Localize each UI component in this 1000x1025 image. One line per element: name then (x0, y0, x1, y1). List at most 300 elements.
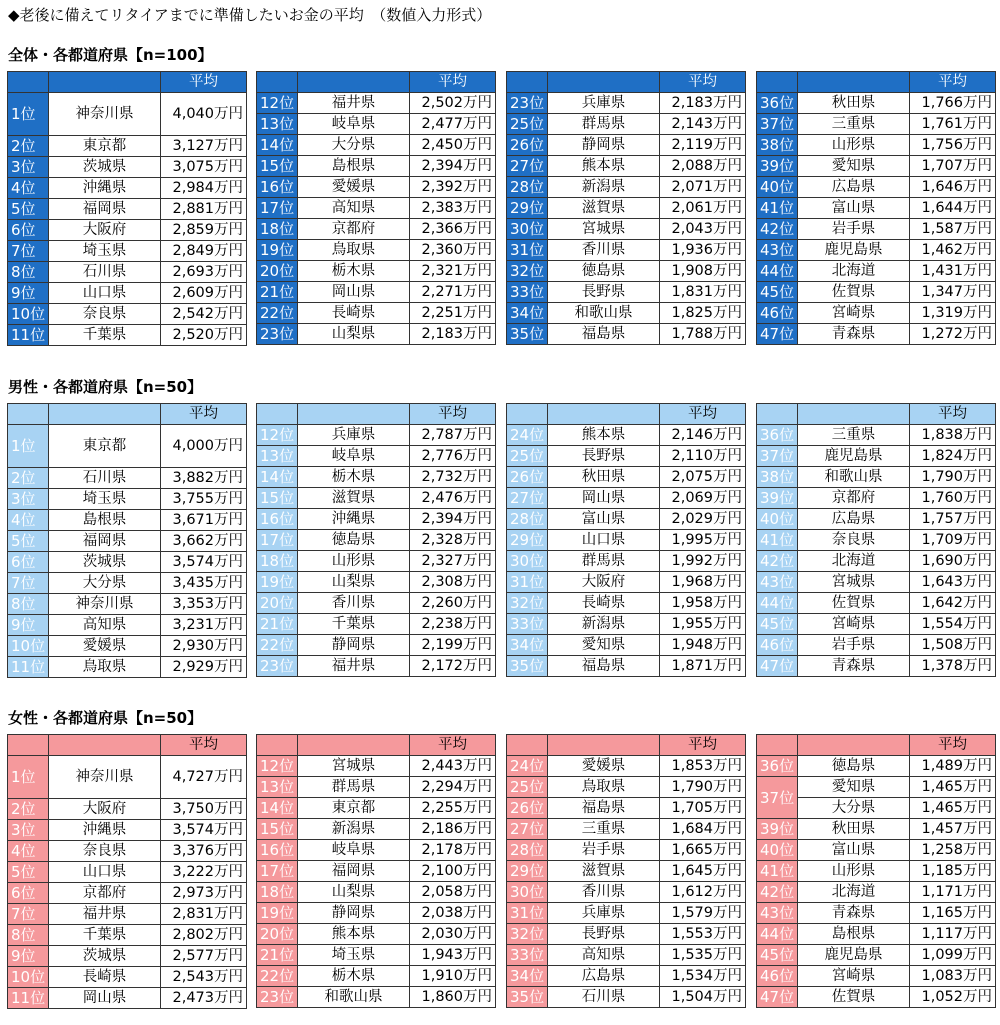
table-row (757, 303, 996, 324)
average-value-cell: 2,308万円 (410, 572, 496, 593)
average-value-cell: 1,083万円 (910, 966, 996, 987)
prefecture-cell: 神奈川県 (49, 756, 161, 799)
header-average-label: 平均 (410, 404, 496, 425)
prefecture-cell: 岐阜県 (298, 114, 410, 135)
prefecture-cell: 三重県 (548, 819, 660, 840)
table-row (757, 446, 996, 467)
prefecture-cell: 京都府 (298, 219, 410, 240)
prefecture-cell: 愛知県 (798, 777, 910, 798)
table-header-row (507, 72, 746, 93)
table-row (757, 924, 996, 945)
rank-cell: 3位 (8, 820, 49, 841)
average-value-cell: 3,075万円 (161, 157, 247, 178)
rank-cell: 9位 (8, 283, 49, 304)
rank-cell: 47位 (757, 987, 798, 1008)
rank-cell: 44位 (757, 261, 798, 282)
prefecture-cell: 和歌山県 (548, 303, 660, 324)
table-row (757, 93, 996, 114)
average-value-cell: 2,383万円 (410, 198, 496, 219)
prefecture-cell: 奈良県 (49, 304, 161, 325)
header-average-label: 平均 (660, 72, 746, 93)
rank-cell: 11位 (8, 325, 49, 346)
prefecture-cell: 山梨県 (298, 324, 410, 345)
rank-cell: 24位 (507, 425, 548, 446)
prefecture-cell: 山梨県 (298, 572, 410, 593)
rank-cell: 38位 (757, 467, 798, 488)
prefecture-cell: 大阪府 (548, 572, 660, 593)
rank-cell: 42位 (757, 551, 798, 572)
average-value-cell: 3,882万円 (161, 468, 247, 489)
table-header-row (8, 735, 247, 756)
rank-cell: 33位 (507, 945, 548, 966)
average-value-cell: 1,587万円 (910, 219, 996, 240)
prefecture-cell: 茨城県 (49, 157, 161, 178)
prefecture-cell: 北海道 (798, 551, 910, 572)
average-value-cell: 3,662万円 (161, 531, 247, 552)
average-value-cell: 1,535万円 (660, 945, 746, 966)
header-average-label: 平均 (161, 404, 247, 425)
table-row (257, 156, 496, 177)
rank-cell: 41位 (757, 530, 798, 551)
table-row (257, 798, 496, 819)
rank-cell: 10位 (8, 967, 49, 988)
rank-cell: 40位 (757, 509, 798, 530)
prefecture-cell: 福島県 (548, 798, 660, 819)
rank-cell: 16位 (257, 509, 298, 530)
average-value-cell: 1,790万円 (660, 777, 746, 798)
table-row (757, 530, 996, 551)
rank-cell: 35位 (507, 987, 548, 1008)
rank-cell: 4位 (8, 510, 49, 531)
table-row (507, 987, 746, 1008)
prefecture-cell: 栃木県 (298, 467, 410, 488)
prefecture-cell: 長野県 (548, 924, 660, 945)
average-value-cell: 1,554万円 (910, 614, 996, 635)
rank-cell: 13位 (257, 446, 298, 467)
table-row (507, 840, 746, 861)
prefecture-cell: 鳥取県 (298, 240, 410, 261)
prefecture-cell: 高知県 (548, 945, 660, 966)
average-value-cell: 3,376万円 (161, 841, 247, 862)
table-row (757, 219, 996, 240)
rank-cell: 24位 (507, 756, 548, 777)
table-row (757, 425, 996, 446)
table-header-row (257, 404, 496, 425)
table-header-row (757, 72, 996, 93)
prefecture-cell: 山口県 (548, 530, 660, 551)
average-value-cell: 1,955万円 (660, 614, 746, 635)
table-row (507, 303, 746, 324)
table-row (8, 468, 247, 489)
prefecture-cell: 愛媛県 (548, 756, 660, 777)
prefecture-cell: 長崎県 (548, 593, 660, 614)
table-row (8, 241, 247, 262)
table-row (757, 593, 996, 614)
average-value-cell: 1,860万円 (410, 987, 496, 1008)
average-value-cell: 1,431万円 (910, 261, 996, 282)
table-row (507, 882, 746, 903)
rank-cell: 37位 (757, 446, 798, 467)
average-value-cell: 1,378万円 (910, 656, 996, 677)
prefecture-cell: 愛知県 (548, 635, 660, 656)
rank-cell: 14位 (257, 798, 298, 819)
average-value-cell: 2,043万円 (660, 219, 746, 240)
table-row (8, 262, 247, 283)
rank-cell: 21位 (257, 282, 298, 303)
rank-cell: 23位 (257, 656, 298, 677)
table-row (257, 777, 496, 798)
header-average-label: 平均 (660, 404, 746, 425)
table-row (257, 593, 496, 614)
average-value-cell: 1,665万円 (660, 840, 746, 861)
table-row (757, 488, 996, 509)
prefecture-cell: 岐阜県 (298, 446, 410, 467)
rank-cell: 21位 (257, 945, 298, 966)
header-blank (298, 72, 410, 93)
table-row (8, 573, 247, 594)
prefecture-cell: 新潟県 (548, 177, 660, 198)
rank-cell: 13位 (257, 777, 298, 798)
prefecture-cell: 山形県 (798, 861, 910, 882)
table-row (757, 240, 996, 261)
prefecture-cell: 熊本県 (298, 924, 410, 945)
prefecture-cell: 埼玉県 (49, 241, 161, 262)
ranking-table-female-2 (256, 734, 496, 1008)
table-header-row (757, 404, 996, 425)
average-value-cell: 2,732万円 (410, 467, 496, 488)
rank-cell: 6位 (8, 220, 49, 241)
prefecture-cell: 鹿児島県 (798, 240, 910, 261)
average-value-cell: 2,394万円 (410, 156, 496, 177)
table-row (507, 551, 746, 572)
table-row (507, 467, 746, 488)
table-row (257, 446, 496, 467)
average-value-cell: 1,766万円 (910, 93, 996, 114)
prefecture-cell: 東京都 (298, 798, 410, 819)
rank-cell: 30位 (507, 882, 548, 903)
average-value-cell: 4,040万円 (161, 93, 247, 136)
average-value-cell: 1,690万円 (910, 551, 996, 572)
header-average-label: 平均 (161, 735, 247, 756)
prefecture-cell: 秋田県 (798, 93, 910, 114)
average-value-cell: 1,825万円 (660, 303, 746, 324)
table-row (757, 756, 996, 777)
rank-cell: 22位 (257, 966, 298, 987)
average-value-cell: 2,088万円 (660, 156, 746, 177)
average-value-cell: 3,755万円 (161, 489, 247, 510)
ranking-table-all-4 (756, 71, 996, 345)
average-value-cell: 2,061万円 (660, 198, 746, 219)
rank-cell: 5位 (8, 531, 49, 552)
table-row (257, 861, 496, 882)
table-row (757, 987, 996, 1008)
table-row (507, 240, 746, 261)
prefecture-cell: 宮崎県 (798, 966, 910, 987)
table-row (507, 198, 746, 219)
prefecture-cell: 香川県 (298, 593, 410, 614)
average-value-cell: 1,709万円 (910, 530, 996, 551)
average-value-cell: 1,871万円 (660, 656, 746, 677)
header-blank (757, 72, 798, 93)
prefecture-cell: 山口県 (49, 862, 161, 883)
rank-cell: 39位 (757, 819, 798, 840)
table-row (757, 114, 996, 135)
prefecture-cell: 長野県 (548, 282, 660, 303)
prefecture-cell: 兵庫県 (298, 425, 410, 446)
average-value-cell: 2,473万円 (161, 988, 247, 1009)
table-row (8, 841, 247, 862)
prefecture-cell: 沖縄県 (49, 178, 161, 199)
table-row (257, 488, 496, 509)
average-value-cell: 2,058万円 (410, 882, 496, 903)
average-value-cell: 2,172万円 (410, 656, 496, 677)
average-value-cell: 2,199万円 (410, 635, 496, 656)
table-row (257, 966, 496, 987)
prefecture-cell: 栃木県 (298, 966, 410, 987)
prefecture-cell: 岩手県 (798, 219, 910, 240)
table-row (257, 614, 496, 635)
prefecture-cell: 石川県 (49, 468, 161, 489)
prefecture-cell: 千葉県 (49, 325, 161, 346)
rank-cell: 3位 (8, 157, 49, 178)
ranking-table-all-2 (256, 71, 496, 345)
table-row (257, 198, 496, 219)
table-row (507, 614, 746, 635)
rank-cell: 43位 (757, 572, 798, 593)
average-value-cell: 2,859万円 (161, 220, 247, 241)
average-value-cell: 3,222万円 (161, 862, 247, 883)
prefecture-cell: 福島県 (548, 324, 660, 345)
rank-cell: 33位 (507, 614, 548, 635)
prefecture-cell: 熊本県 (548, 425, 660, 446)
average-value-cell: 2,178万円 (410, 840, 496, 861)
table-row (257, 551, 496, 572)
table-row (8, 756, 247, 799)
table-row (8, 820, 247, 841)
rank-cell: 14位 (257, 135, 298, 156)
rank-cell: 35位 (507, 656, 548, 677)
section-title-female: 女性・各都道府県【n=50】 (8, 709, 203, 727)
header-blank (298, 735, 410, 756)
table-row (507, 324, 746, 345)
rank-cell: 36位 (757, 425, 798, 446)
prefecture-cell: 秋田県 (548, 467, 660, 488)
header-average-label: 平均 (660, 735, 746, 756)
average-value-cell: 1,943万円 (410, 945, 496, 966)
table-row (257, 635, 496, 656)
prefecture-cell: 神奈川県 (49, 93, 161, 136)
average-value-cell: 1,936万円 (660, 240, 746, 261)
rank-cell: 27位 (507, 488, 548, 509)
prefecture-cell: 長崎県 (298, 303, 410, 324)
average-value-cell: 1,831万円 (660, 282, 746, 303)
table-row (507, 966, 746, 987)
table-row (257, 135, 496, 156)
prefecture-cell: 群馬県 (548, 551, 660, 572)
table-row (8, 157, 247, 178)
table-row (757, 282, 996, 303)
section-title-male: 男性・各都道府県【n=50】 (8, 378, 203, 396)
table-row (257, 840, 496, 861)
prefecture-cell: 山形県 (298, 551, 410, 572)
table-row (8, 862, 247, 883)
prefecture-cell: 青森県 (798, 903, 910, 924)
rank-cell: 25位 (507, 114, 548, 135)
table-row (757, 614, 996, 635)
average-value-cell: 2,146万円 (660, 425, 746, 446)
prefecture-cell: 愛媛県 (49, 636, 161, 657)
table-row (257, 530, 496, 551)
table-row (757, 198, 996, 219)
table-row (757, 861, 996, 882)
table-row (757, 882, 996, 903)
rank-cell: 1位 (8, 756, 49, 799)
table-row (507, 114, 746, 135)
table-row (507, 756, 746, 777)
rank-cell: 18位 (257, 882, 298, 903)
average-value-cell: 2,038万円 (410, 903, 496, 924)
rank-cell: 31位 (507, 240, 548, 261)
rank-cell: 8位 (8, 594, 49, 615)
rank-cell: 46位 (757, 303, 798, 324)
average-value-cell: 1,790万円 (910, 467, 996, 488)
rank-cell: 17位 (257, 530, 298, 551)
table-row (8, 220, 247, 241)
prefecture-cell: 宮崎県 (798, 614, 910, 635)
ranking-table-all-3 (506, 71, 746, 345)
average-value-cell: 3,127万円 (161, 136, 247, 157)
prefecture-cell: 東京都 (49, 136, 161, 157)
ranking-table-male-1 (7, 403, 247, 678)
rank-cell: 12位 (257, 93, 298, 114)
rank-cell: 7位 (8, 241, 49, 262)
prefecture-cell: 静岡県 (298, 903, 410, 924)
prefecture-cell: 沖縄県 (298, 509, 410, 530)
table-row (8, 904, 247, 925)
average-value-cell: 2,881万円 (161, 199, 247, 220)
table-row (757, 903, 996, 924)
table-row (8, 510, 247, 531)
rank-cell: 32位 (507, 924, 548, 945)
rank-cell: 12位 (257, 756, 298, 777)
table-row (757, 966, 996, 987)
header-blank (49, 404, 161, 425)
average-value-cell: 1,684万円 (660, 819, 746, 840)
prefecture-cell: 大阪府 (49, 799, 161, 820)
table-row (507, 903, 746, 924)
rank-cell: 11位 (8, 988, 49, 1009)
table-row (507, 488, 746, 509)
table-row (257, 819, 496, 840)
rank-cell: 34位 (507, 303, 548, 324)
average-value-cell: 2,502万円 (410, 93, 496, 114)
prefecture-cell: 長野県 (548, 446, 660, 467)
rank-cell: 19位 (257, 903, 298, 924)
rank-cell: 26位 (507, 135, 548, 156)
prefecture-cell: 広島県 (548, 966, 660, 987)
average-value-cell: 1,508万円 (910, 635, 996, 656)
rank-cell: 16位 (257, 177, 298, 198)
prefecture-cell: 高知県 (298, 198, 410, 219)
ranking-table-male-3 (506, 403, 746, 677)
rank-cell: 23位 (507, 93, 548, 114)
prefecture-cell: 富山県 (798, 840, 910, 861)
rank-cell: 22位 (257, 303, 298, 324)
prefecture-cell: 宮城県 (798, 572, 910, 593)
table-row (8, 93, 247, 136)
table-row (257, 282, 496, 303)
rank-cell: 2位 (8, 799, 49, 820)
table-row (257, 467, 496, 488)
average-value-cell: 2,849万円 (161, 241, 247, 262)
table-row (257, 177, 496, 198)
rank-cell: 4位 (8, 178, 49, 199)
average-value-cell: 1,117万円 (910, 924, 996, 945)
prefecture-cell: 滋賀県 (548, 861, 660, 882)
rank-cell: 5位 (8, 862, 49, 883)
table-row (507, 593, 746, 614)
table-row (8, 594, 247, 615)
average-value-cell: 2,183万円 (660, 93, 746, 114)
rank-cell: 36位 (757, 756, 798, 777)
rank-cell: 40位 (757, 840, 798, 861)
ranking-table-male-2 (256, 403, 496, 677)
table-row (8, 425, 247, 468)
header-average-label: 平均 (910, 404, 996, 425)
header-blank (257, 72, 298, 93)
table-row (8, 199, 247, 220)
average-value-cell: 2,776万円 (410, 446, 496, 467)
rank-cell: 10位 (8, 304, 49, 325)
rank-cell: 45位 (757, 614, 798, 635)
prefecture-cell: 和歌山県 (798, 467, 910, 488)
prefecture-cell: 奈良県 (798, 530, 910, 551)
average-value-cell: 1,853万円 (660, 756, 746, 777)
rank-cell: 27位 (507, 156, 548, 177)
rank-cell: 8位 (8, 925, 49, 946)
rank-cell: 33位 (507, 282, 548, 303)
rank-cell: 36位 (757, 93, 798, 114)
average-value-cell: 1,646万円 (910, 177, 996, 198)
average-value-cell: 1,489万円 (910, 756, 996, 777)
header-blank (798, 72, 910, 93)
table-row (507, 156, 746, 177)
table-row (8, 552, 247, 573)
prefecture-cell: 茨城県 (49, 946, 161, 967)
rank-cell: 31位 (507, 903, 548, 924)
rank-cell: 26位 (507, 467, 548, 488)
average-value-cell: 1,347万円 (910, 282, 996, 303)
table-row (257, 903, 496, 924)
prefecture-cell: 石川県 (49, 262, 161, 283)
prefecture-cell: 島根県 (798, 924, 910, 945)
table-header-row (507, 404, 746, 425)
rank-cell: 25位 (507, 446, 548, 467)
average-value-cell: 2,328万円 (410, 530, 496, 551)
prefecture-cell: 香川県 (548, 240, 660, 261)
prefecture-cell: 熊本県 (548, 156, 660, 177)
average-value-cell: 1,992万円 (660, 551, 746, 572)
average-value-cell: 4,727万円 (161, 756, 247, 799)
rank-cell: 44位 (757, 924, 798, 945)
prefecture-cell: 福岡県 (298, 861, 410, 882)
prefecture-cell: 神奈川県 (49, 594, 161, 615)
average-value-cell: 1,838万円 (910, 425, 996, 446)
table-row (507, 219, 746, 240)
average-value-cell: 2,973万円 (161, 883, 247, 904)
average-value-cell: 1,642万円 (910, 593, 996, 614)
average-value-cell: 1,462万円 (910, 240, 996, 261)
